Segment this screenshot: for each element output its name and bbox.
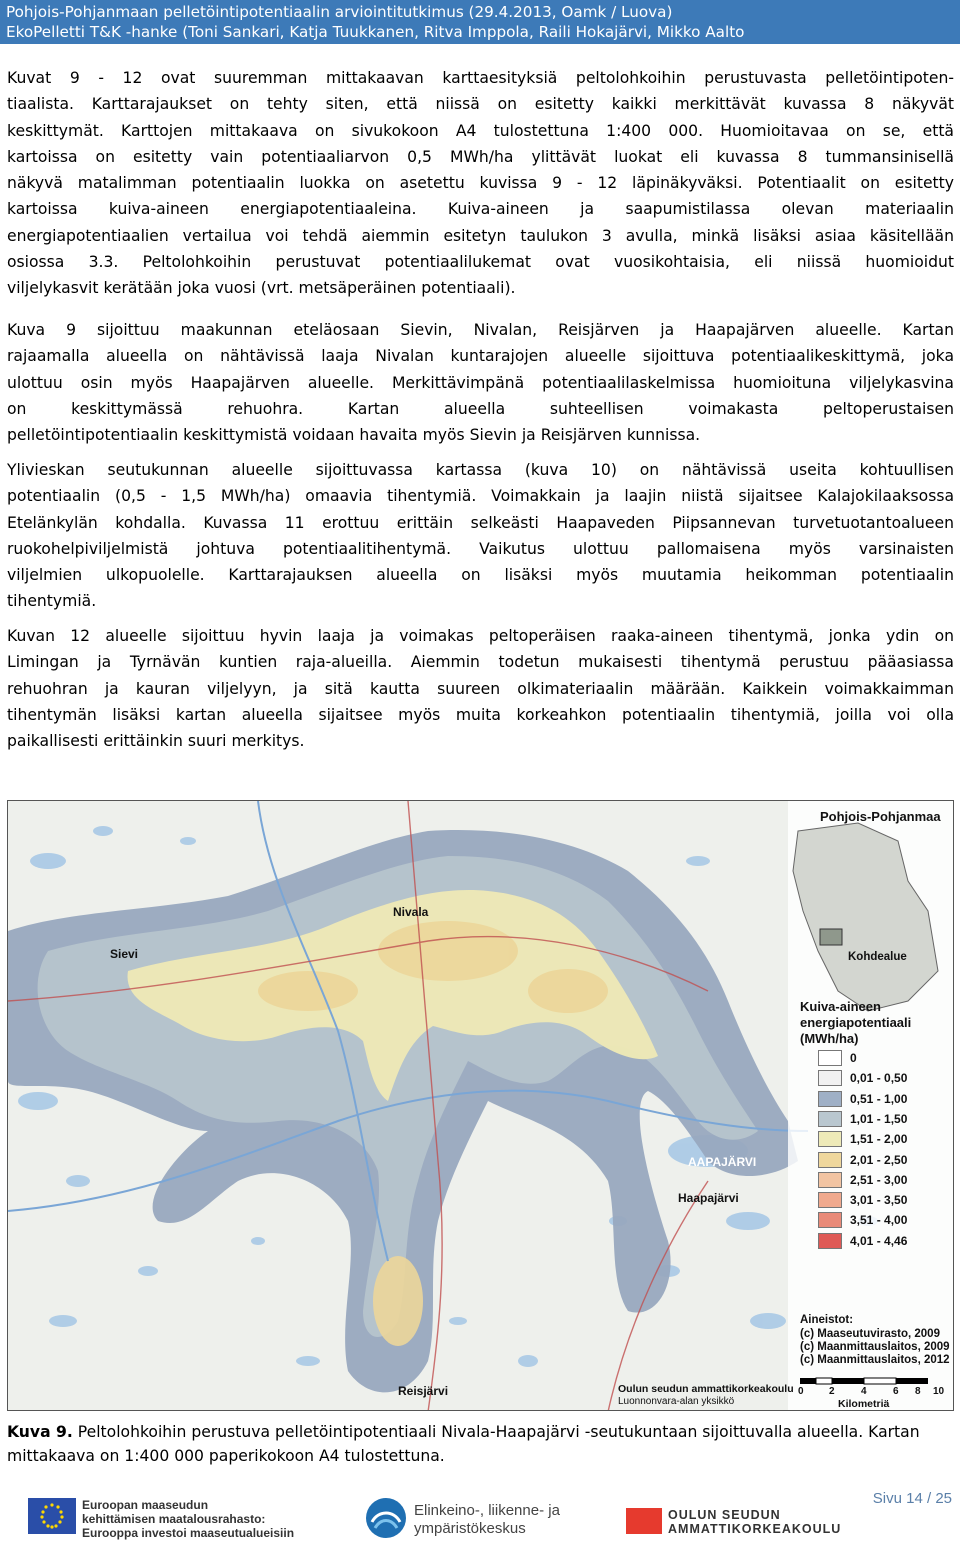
legend-label: 1,01 - 1,50 — [850, 1111, 908, 1126]
page-number: Sivu 14 / 25 — [872, 1490, 952, 1507]
scale-tick: 10 — [933, 1386, 945, 1397]
header-title: Pohjois-Pohjanmaan pelletöintipotentiaalin arviointitutkimus (29.4.2013, Oamk / Luova) — [6, 3, 673, 21]
ely-logo-icon — [364, 1496, 408, 1540]
header-authors: EkoPelletti T&K -hanke (Toni Sankari, Katja Tuukkanen, Ritva Imppola, Raili Hokajärvi, Mikko Aalto — [6, 23, 745, 41]
paragraph-line: rajaamalla alueella on nähtävissä laaja Nivalan kuntarajojen alueelle sijoittuva potentiaalikeskittymä, joka — [7, 347, 954, 366]
paragraph-line: näkyvä matalimman potentiaalin luokka on asetettu kuvissa 9 - 12 läpinäkyväksi. Potentiaalit on esitetty — [7, 174, 954, 193]
place-haapajarvi: Haapajärvi — [678, 1191, 739, 1205]
paragraph-line: viljelykasvit kerätään joka vuosi (vrt. metsäperäinen potentiaali). — [7, 279, 516, 298]
ely-text — [414, 1502, 560, 1538]
legend-title-3: (MWh/ha) — [800, 1031, 859, 1046]
caption-text-line2: mittakaava on 1:400 000 paperikokoon A4 tulostettuna. — [7, 1447, 445, 1465]
inset-label: Kohdealue — [848, 951, 907, 963]
legend-label: 3,51 - 4,00 — [850, 1213, 908, 1228]
paragraph-line: tiaalista. Karttarajaukset on tehty siten, että niissä on esitetty kaikki merkittävät kuvassa 8 näkyvät — [7, 95, 954, 114]
paragraph-line: Kuva 9 sijoittuu maakunnan eteläosaan Sievin, Nivalan, Reisjärven ja Haapajärven alueelle. Kartan — [7, 321, 954, 339]
paragraph-line: Limingan ja Tyrnävän kuntien raja-alueilla. Aiemmin todetun mukaisesti tihentymä perustuu pääasiassa — [7, 653, 954, 672]
legend-label: 0,01 - 0,50 — [850, 1071, 908, 1086]
paragraph-line: ulottuu osin myös Haapajärven alueelle. Merkittävimpänä potentiaalilaskelmissa huomioituna viljelykasvina — [7, 373, 954, 392]
legend-swatch — [818, 1212, 842, 1228]
paragraph-line: paikallisesti erittäinkin suuri merkitys. — [7, 732, 305, 751]
legend-label: 0 — [850, 1051, 857, 1065]
potential-map — [7, 800, 954, 1411]
region-label: Pohjois-Pohjanmaa — [820, 809, 941, 824]
paragraph-line: ruokohelpiviljelmistä johtuva potentiaalitihentymä. Vaikutus ulottuu pallomaisena myös varsinaisten — [7, 539, 954, 558]
scale-tick: 2 — [829, 1386, 835, 1397]
legend-label: 0,51 - 1,00 — [850, 1091, 908, 1106]
legend-swatch — [818, 1172, 842, 1188]
oamk-line: OULUN SEUDUN — [668, 1508, 781, 1522]
paragraph-line: viljelmien ulkopuolelle. Karttarajauksen alueella on lisäksi myös muutamia heikomman potentiaalin — [7, 566, 954, 585]
ely-line: Elinkeino-, liikenne- ja — [414, 1502, 560, 1519]
oamk-line: AMMATTIKORKEAKOULU — [668, 1522, 842, 1536]
credit-line: Oulun seudun ammattikorkeakoulu — [618, 1383, 794, 1395]
place-aapajarvi: AAPAJÄRVI — [688, 1155, 757, 1169]
figure-caption — [7, 1420, 954, 1468]
paragraph-line: tihentymiä. — [7, 592, 97, 611]
eu-line: Eurooppa investoi maaseutualueisiin — [82, 1526, 295, 1540]
legend-label: 2,51 - 3,00 — [850, 1172, 908, 1187]
eu-flag-icon — [28, 1498, 76, 1534]
place-sievi: Sievi — [110, 947, 139, 961]
paragraph-line: tihentymän lisäksi kartan alueella sijaitsee myös muita korkeahkon potentiaalin tihentymiä, joilla voi olla — [7, 705, 954, 724]
paragraph-line: osiossa 3.3. Peltolohkoihin perustuvat potentiaalilukemat ovat vuosikohtaisia, eli niissä huomioidut — [7, 253, 954, 272]
legend-label: 1,51 - 2,00 — [850, 1132, 908, 1147]
scale-tick: 8 — [915, 1386, 921, 1397]
legend-title-1: Kuiva-aineen — [800, 999, 881, 1014]
source-line: (c) Maanmittauslaitos, 2009 — [800, 1341, 950, 1353]
eu-text — [82, 1498, 294, 1540]
source-line: (c) Maanmittauslaitos, 2012 — [800, 1354, 950, 1366]
legend-swatch — [818, 1050, 842, 1066]
paragraph-line: Etelänkylän kohdalla. Kuvassa 11 erottuu erittäin selkeästi Haapaveden Piipsannevan turvetuotantoalueen — [7, 513, 954, 532]
paragraph-4 — [7, 623, 954, 754]
scale-bar — [800, 1378, 928, 1384]
scale-tick: 4 — [861, 1386, 867, 1397]
scale-unit: Kilometriä — [838, 1398, 890, 1410]
legend-swatch — [818, 1233, 842, 1249]
paragraph-line: on keskittymässä rehuohra. Kartan alueella suhteellisen voimakasta peltoperustaisen — [7, 399, 954, 418]
caption-label: Kuva 9. — [7, 1423, 73, 1441]
paragraph-line: kartoissa on esitetty vain potentiaaliarvon 0,5 MWh/ha ylittävät luokat eli kuvassa 8 tummansinisellä — [7, 147, 954, 166]
paragraph-line: Kuvat 9 - 12 ovat suuremman mittakaavan karttaesityksiä peltolohkoihin perustuvasta pelletöintipoten- — [7, 69, 954, 87]
place-nivala: Nivala — [393, 905, 429, 919]
scale-tick: 0 — [798, 1386, 804, 1397]
sources-title: Aineistot: — [800, 1314, 854, 1326]
caption-text: Peltolohkoihin perustuva pelletöintipotentiaali Nivala-Haapajärvi -seutukuntaan sijoittuvalla alueella. Kartan — [72, 1423, 920, 1441]
paragraph-line: energiapotentiaalien vertailua voi tehdä aiemmin esitetyn taulukon 3 avulla, minkä lisäksi asiaa käsitellään — [7, 226, 954, 245]
paragraph-line: Kuvan 12 alueelle sijoittuu hyvin laaja ja voimakas peltoperäisen raaka-aineen tihentymä, jonka ydin on — [7, 627, 954, 645]
paragraph-1 — [7, 65, 954, 302]
paragraph-3 — [7, 457, 954, 615]
legend-swatch — [818, 1152, 842, 1168]
legend-label: 2,01 - 2,50 — [850, 1152, 908, 1167]
scale-tick: 6 — [893, 1386, 899, 1397]
page-footer — [0, 1490, 960, 1553]
legend-swatch — [818, 1111, 842, 1127]
legend-swatch — [818, 1192, 842, 1208]
paragraph-line: pelletöintipotentiaalin keskittymistä voidaan havaita myös Sievin ja Reisjärven kunnissa. — [7, 426, 701, 445]
eu-line: Euroopan maaseudun — [82, 1498, 209, 1512]
legend-swatch — [818, 1131, 842, 1147]
eu-line: kehittämisen maatalousrahasto: — [82, 1512, 266, 1526]
paragraph-line: potentiaalin (0,5 - 1,5 MWh/ha) omaavia tihentymiä. Voimakkain ja laajin niistä sijaitsee Kalajokilaaksossa — [7, 487, 954, 506]
legend-swatch — [818, 1091, 842, 1107]
place-reisjarvi: Reisjärvi — [398, 1384, 449, 1398]
credit-line: Luonnonvara-alan yksikkö — [618, 1396, 735, 1407]
paragraph-line: keskittymät. Karttojen mittakaava on sivukokoon A4 tulostettuna 1:400 000. Huomioitavaa on se, että — [7, 121, 954, 140]
source-line: (c) Maaseutuvirasto, 2009 — [800, 1328, 940, 1340]
legend-label: 3,01 - 3,50 — [850, 1193, 908, 1208]
paragraph-2 — [7, 317, 954, 448]
legend-swatch — [818, 1070, 842, 1086]
paragraph-line: Ylivieskan seutukunnan alueelle sijoittuvassa kartassa (kuva 10) on nähtävissä useita kohtuullisen — [7, 461, 954, 479]
paragraph-line: rehuohran ja kauran viljelyyn, ja sitä kautta suureen olkimateriaalin määrään. Kaikkein voimakkaimman — [7, 679, 954, 698]
legend-label: 4,01 - 4,46 — [850, 1233, 908, 1248]
page-header — [0, 0, 960, 44]
oamk-logo-icon — [626, 1508, 662, 1534]
paragraph-line: kartoissa kuiva-aineen energiapotentiaaleina. Kuiva-aineen ja saapumistilassa olevan materiaalin — [7, 200, 954, 219]
ely-line: ympäristökeskus — [414, 1520, 526, 1537]
legend-title-2: energiapotentiaali — [800, 1015, 912, 1030]
oamk-text — [668, 1508, 841, 1536]
